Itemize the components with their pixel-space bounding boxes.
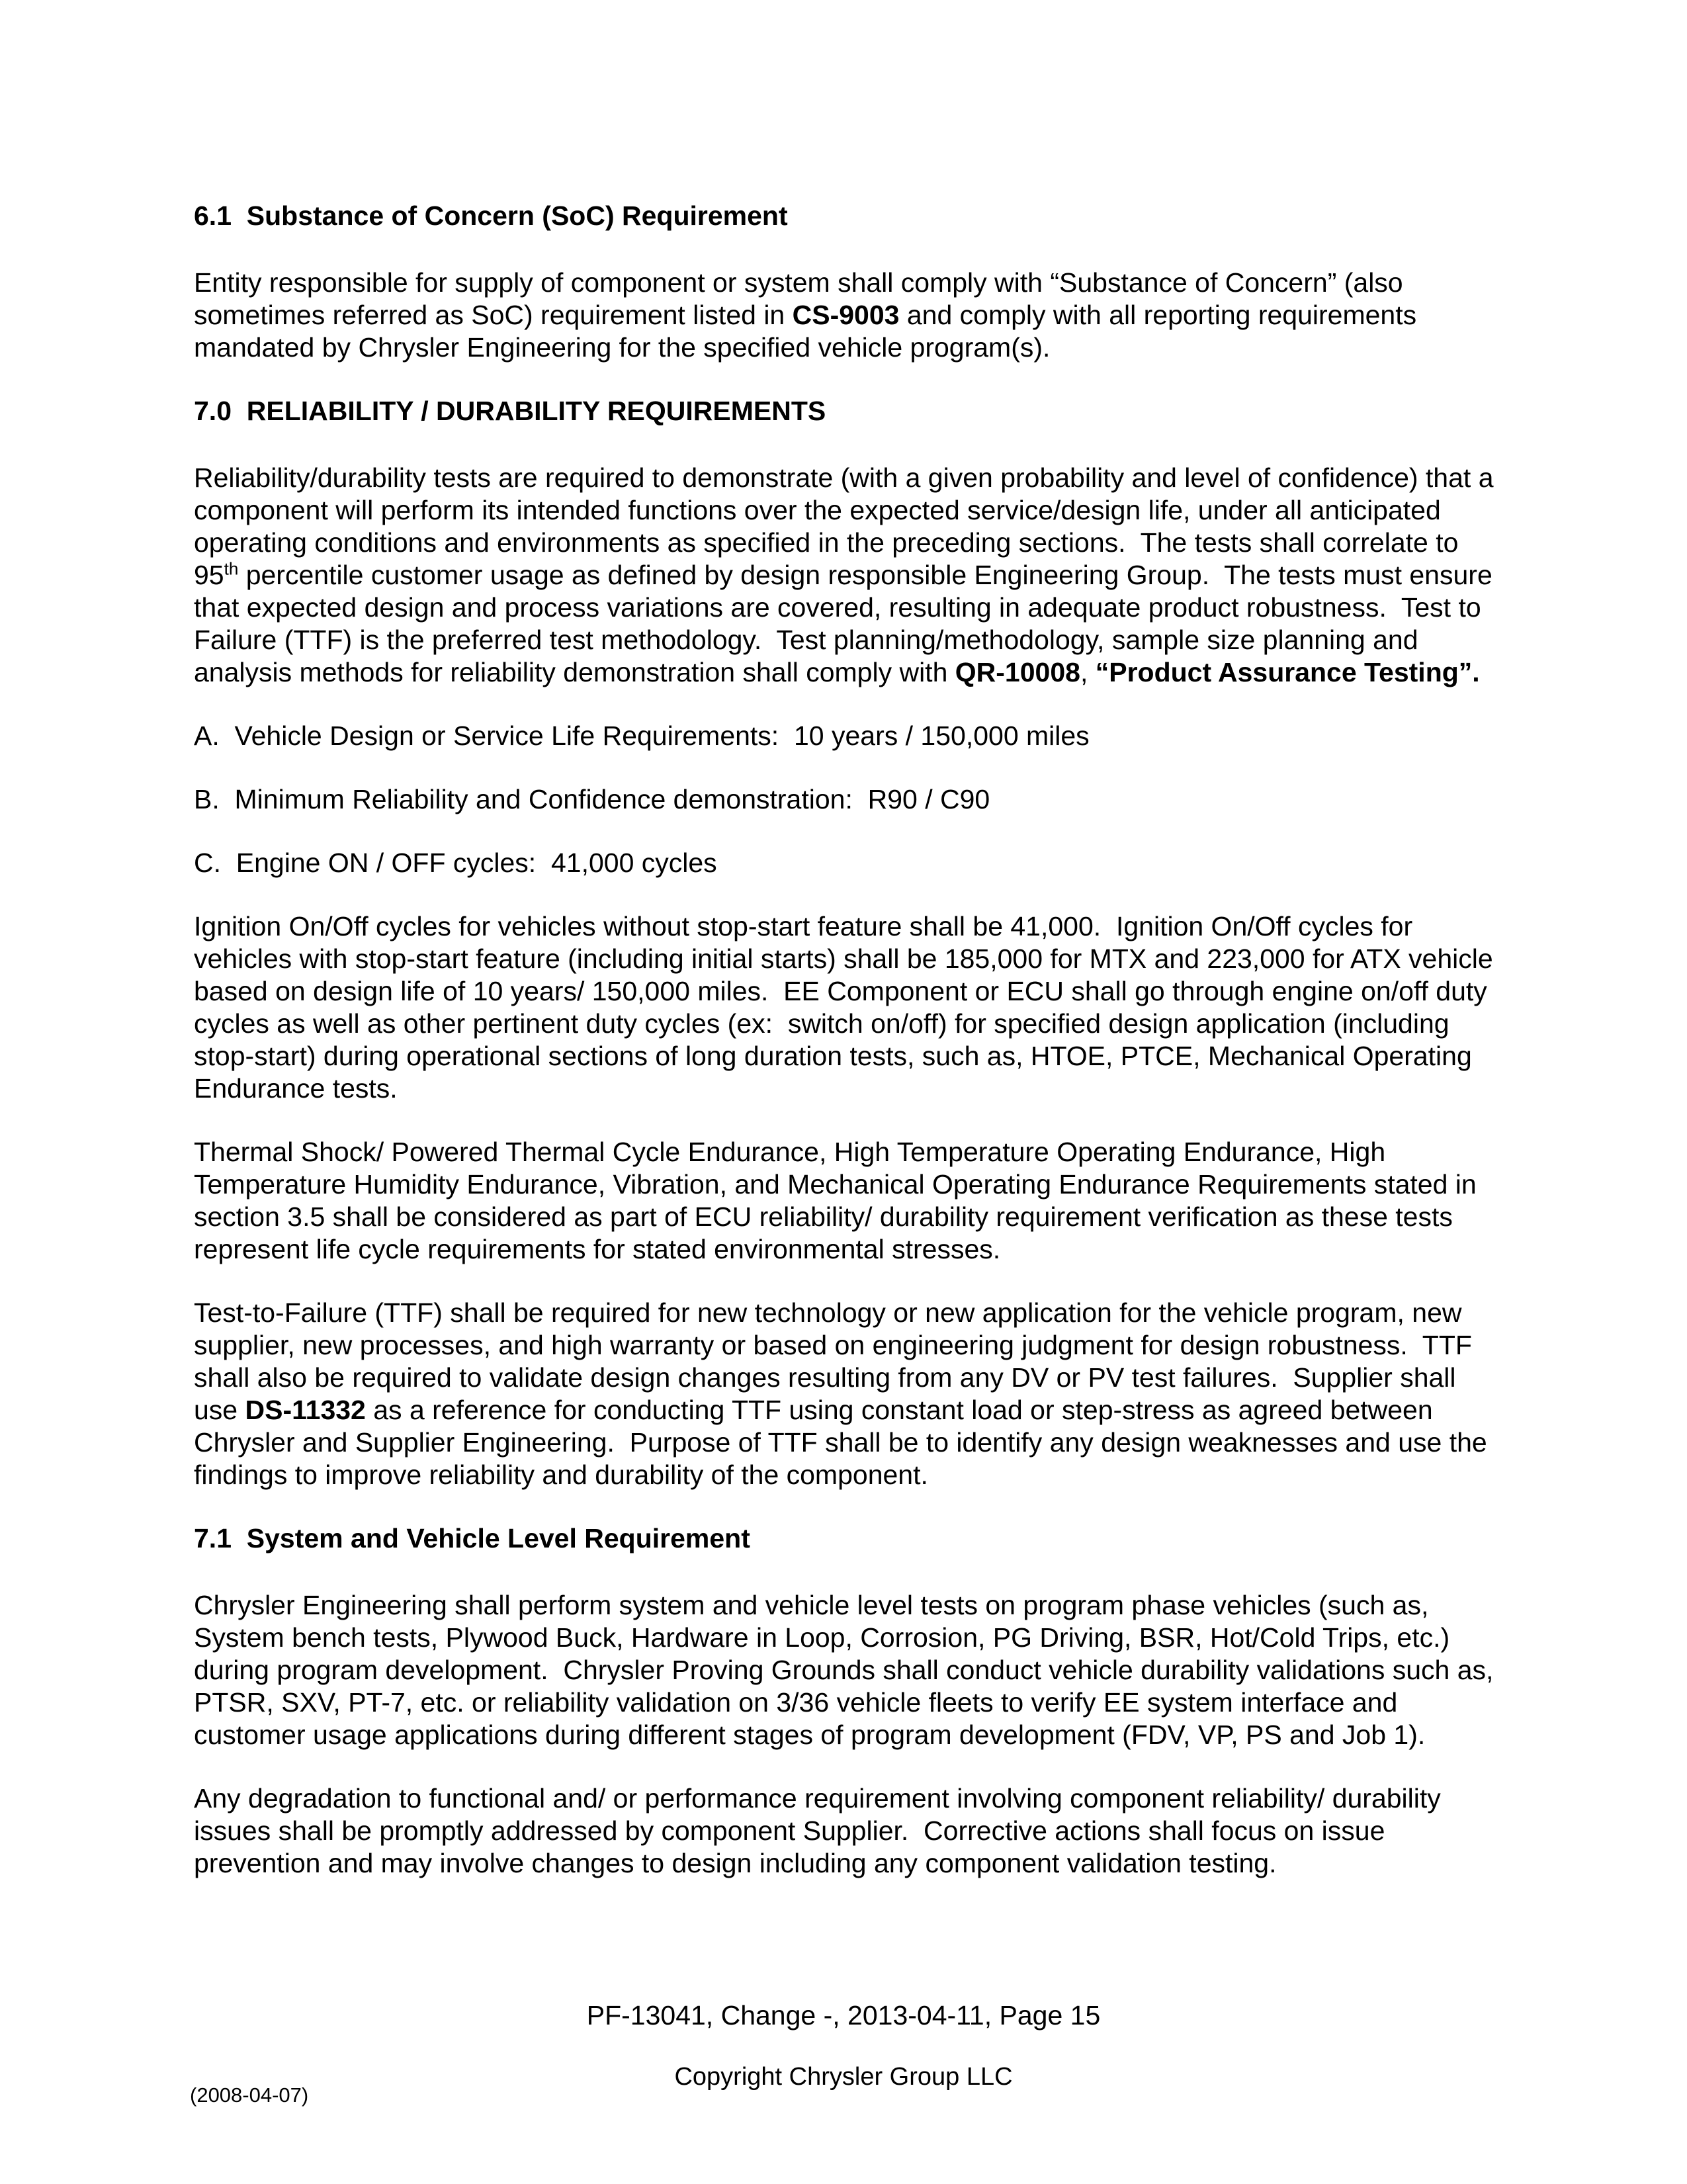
doc-ref-product-assurance-testing: “Product Assurance Testing”.: [1095, 657, 1480, 687]
text-run: ,: [1080, 657, 1096, 687]
section-7-1-paragraph-1: Chrysler Engineering shall perform system and vehicle level tests on program phase vehicles (such as, System bench tests, Plywood Buck, Hardware in Loop, Corrosion, PG Driving, BSR, Hot/Cold Trips, etc.) during program development. Chrysler Proving Grounds shall conduct vehicle durability validations such as, PTSR, SXV, PT-7, etc. or reliability validation on 3/36 vehicle fleets to verify EE system interface and customer usage applications during different stages of program development (FDV, VP, PS and Job 1).: [194, 1590, 1501, 1750]
text-run: percentile customer usage as defined by design responsible Engineering Group. The tests must ensure that expected design and process variations are covered, resulting in adequate product robustness. Test to Failure (TTF) is the preferred test methodology. Test planning/methodology, sample size planning and analysis methods for reliability demonstration shall comply with: [194, 560, 1500, 687]
thermal-endurance-paragraph: Thermal Shock/ Powered Thermal Cycle Endurance, High Temperature Operating Endurance, High Temperature Humidity Endurance, Vibration, and Mechanical Operating Endurance Requirements stated in section 3.5 shall be considered as part of ECU reliability/ durability requirement verification as these tests represent life cycle requirements for stated environmental stresses.: [194, 1137, 1485, 1264]
doc-ref-cs-9003: CS-9003: [792, 300, 900, 330]
list-item-a: A. Vehicle Design or Service Life Requirements: 10 years / 150,000 miles: [194, 721, 1090, 751]
section-7-0-heading: 7.0 RELIABILITY / DURABILITY REQUIREMENTS: [194, 396, 826, 426]
superscript-th: th: [224, 558, 239, 579]
ignition-cycles-paragraph: Ignition On/Off cycles for vehicles without stop-start feature shall be 41,000. Ignition On/Off cycles for vehicles with stop-start feature (including initial starts) shall be 185,000 for MTX and 223,000 for ATX vehicle based on design life of 10 years/ 150,000 miles. EE Component or ECU shall go through engine on/off duty cycles as well as other pertinent duty cycles (ex: switch on/off) for specified design application (including stop-start) during operational sections of long duration tests, such as, HTOE, PTCE, Mechanical Operating Endurance tests.: [194, 911, 1501, 1104]
footer-copyright: Copyright Chrysler Group LLC: [674, 2063, 1013, 2091]
list-item-b: B. Minimum Reliability and Confidence demonstration: R90 / C90: [194, 784, 990, 814]
test-to-failure-paragraph: [194, 1297, 1496, 1491]
text-run: Reliability/durability tests are required to demonstrate (with a given probability and level of confidence) that a component will perform its intended functions over the expected service/design life, under all anticipated operating conditions and environments as specified in the preceding sections. The tests shall correlate to 95: [194, 462, 1501, 590]
footer-revision-date: (2008-04-07): [190, 2083, 309, 2107]
footer-document-id: PF-13041, Change -, 2013-04-11, Page 15: [586, 2000, 1101, 2031]
text-run: as a reference for conducting TTF using constant load or step-stress as agreed between Chrysler and Supplier Engineering. Purpose of TTF shall be to identify any design weaknesses and use the findings to improve reliability and durability of the component.: [194, 1395, 1495, 1490]
doc-ref-ds-11332: DS-11332: [245, 1395, 366, 1425]
section-7-1-heading: 7.1 System and Vehicle Level Requirement: [194, 1523, 750, 1553]
section-6-1-paragraph: [194, 267, 1496, 364]
text-run: Entity responsible for supply of component or system shall comply with “Substance of Concern” (also sometimes referred as SoC) requirement listed in: [194, 267, 1411, 330]
list-item-c: C. Engine ON / OFF cycles: 41,000 cycles: [194, 848, 717, 878]
text-run: Test-to-Failure (TTF) shall be required for new technology or new application for the vehicle program, new supplier, new processes, and high warranty or based on engineering judgment for design robustness. TTF shall also be required to validate design changes resulting from any DV or PV test failures. Supplier shall use: [194, 1297, 1480, 1425]
section-7-0-intro-paragraph: [194, 462, 1501, 689]
section-6-1-heading: 6.1 Substance of Concern (SoC) Requirement: [194, 200, 788, 231]
text-run: and comply with all reporting requirements mandated by Chrysler Engineering for the specified vehicle program(s).: [194, 300, 1424, 363]
section-7-1-paragraph-2: Any degradation to functional and/ or performance requirement involving component reliability/ durability issues shall be promptly addressed by component Supplier. Corrective actions shall focus on issue prevention and may involve changes to design including any component validation testing.: [194, 1783, 1449, 1878]
document-body: [194, 200, 1501, 1911]
doc-ref-qr-10008: QR-10008: [955, 657, 1080, 687]
